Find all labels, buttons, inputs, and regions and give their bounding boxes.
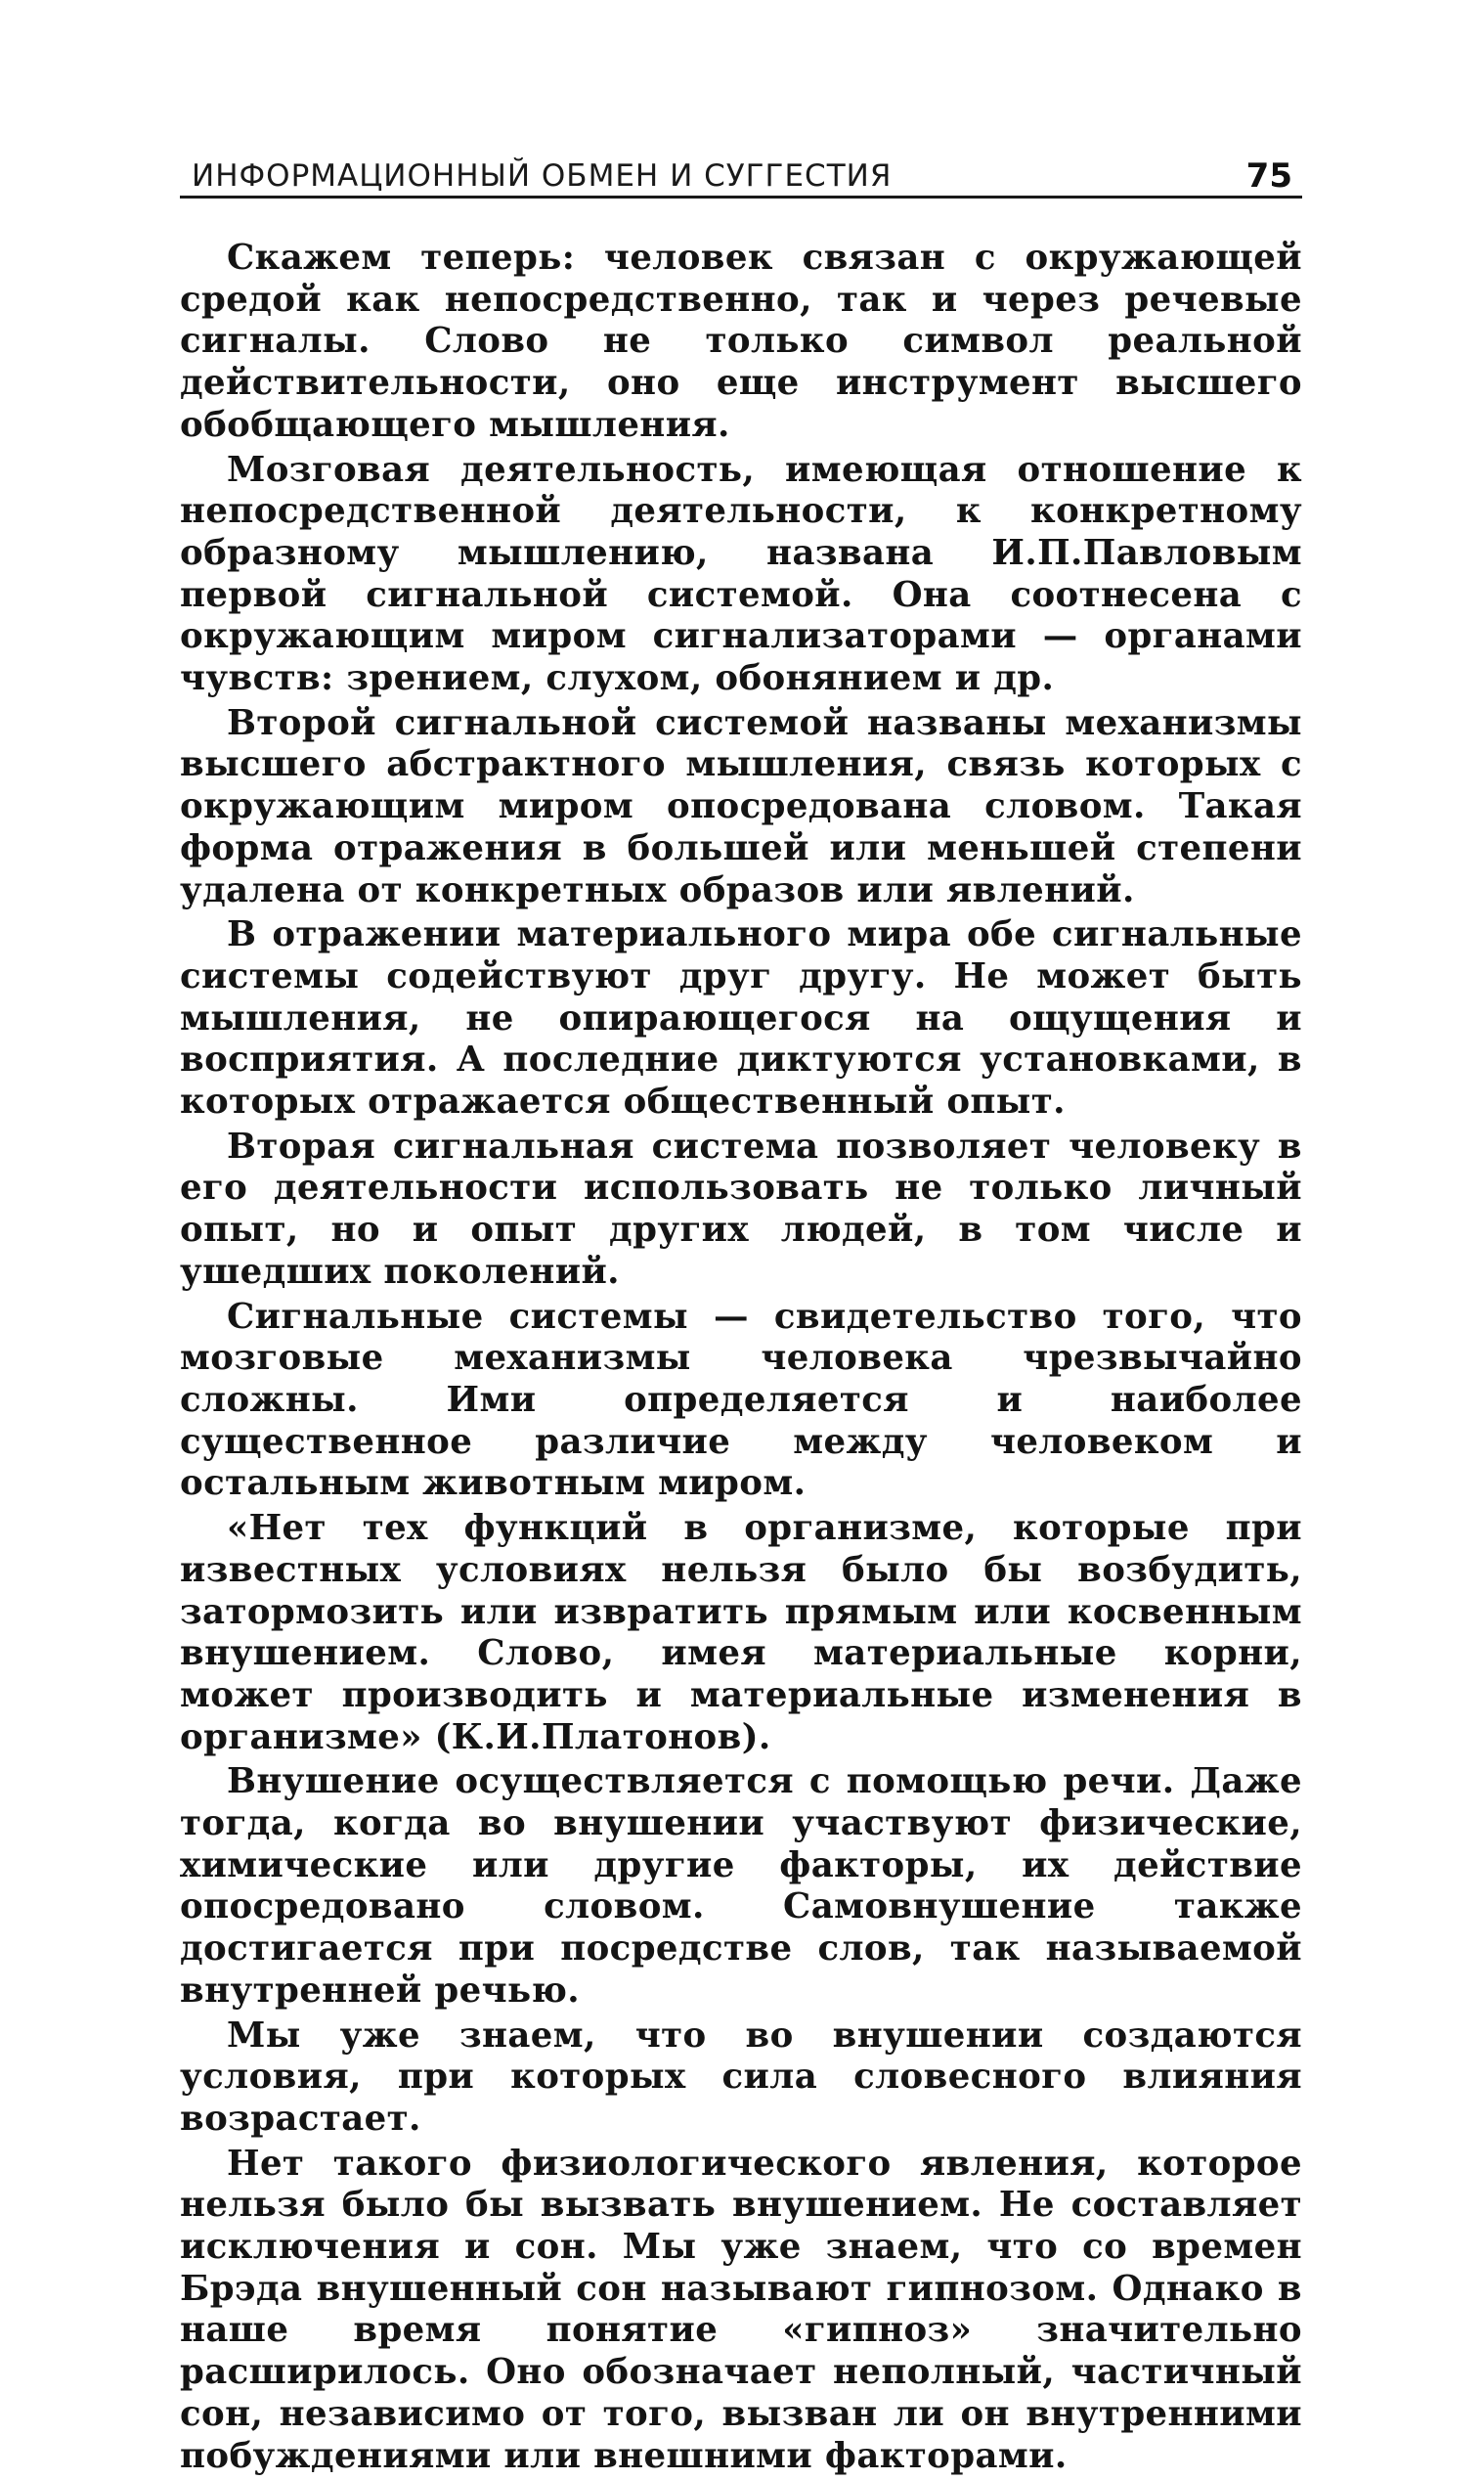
paragraph: Нет такого физиологического явления, которое нельзя было бы вызвать внушением. Не составляет исключения и сон. Мы уже знаем, что со времен Брэда внушенный сон называют гипнозом. Однако в наше время понятие «гипноз» значительно расширилось. Оно обозначает неполный, частичный сон, независимо от того, вызван ли он внутренними побуждениями или внешними факторами.	[180, 2143, 1302, 2476]
paragraph: В отражении материального мира обе сигнальные системы содействуют друг другу. Не может быть мышления, не опирающегося на ощущения и восприятия. А последние диктуются установками, в которых отражается общественный опыт.	[180, 914, 1302, 1123]
running-title: ИНФОРМАЦИОННЫЙ ОБМЕН И СУГГЕСТИЯ	[192, 158, 893, 194]
paragraph: Второй сигнальной системой названы механизмы высшего абстрактного мышления, связь которых с окружающим миром опосредована словом. Такая форма отражения в большей или меньшей степени удалена от конкретных образов или явлений.	[180, 702, 1302, 910]
paragraph: Скажем теперь: человек связан с окружающей средой как непосредственно, так и через речевые сигналы. Слово не только символ реальной действительности, оно еще инструмент высшего обобщающего мышления.	[180, 238, 1302, 445]
quote-paragraph: «Нет тех функций в организме, которые при известных условиях нельзя было бы возбудить, затормозить или извратить прямым или косвенным внушением. Слово, имея материальные корни, может производить и материальные изменения в организме» (К.И.Платонов).	[180, 1508, 1302, 1757]
paragraph: Внушение осуществляется с помощью речи. Даже тогда, когда во внушении участвуют физические, химические или другие факторы, их действие опосредовано словом. Самовнушение также достигается при посредстве слов, так называемой внутренней речью.	[180, 1761, 1302, 2011]
paragraph: Мы уже знаем, что во внушении создаются условия, при которых сила словесного влияния возрастает.	[180, 2015, 1302, 2139]
paragraph: Сигнальные системы — свидетельство того, что мозговые механизмы человека чрезвычайно сложны. Ими определяется и наиболее существенное различие между человеком и остальным животным миром.	[180, 1296, 1302, 1504]
body-text	[180, 238, 1302, 2477]
page-number: 75	[1245, 156, 1292, 196]
paragraph: Мозговая деятельность, имеющая отношение к непосредственной деятельности, к конкретному образному мышлению, названа И.П.Павловым первой сигнальной системой. Она соотнесена с окружающим миром сигнализаторами — органами чувств: зрением, слухом, обонянием и др.	[180, 449, 1302, 699]
book-page	[180, 145, 1302, 2480]
running-header	[180, 145, 1302, 199]
paragraph: Вторая сигнальная система позволяет человеку в его деятельности использовать не только личный опыт, но и опыт других людей, в том числе и ушедших поколений.	[180, 1126, 1302, 1292]
